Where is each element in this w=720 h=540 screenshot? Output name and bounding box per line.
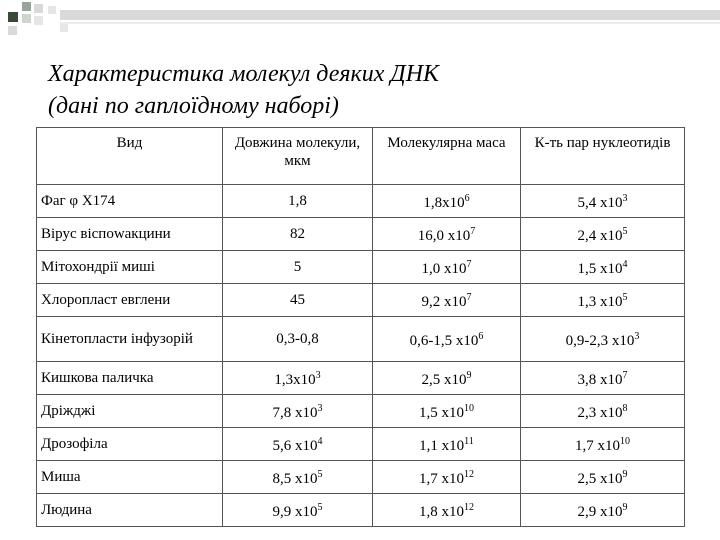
pairs-exponent: 4: [622, 259, 628, 270]
pairs-exponent: 10: [620, 436, 630, 447]
header-pairs: К-ть пар нуклеотидів: [521, 128, 685, 185]
pairs-base: 2,9 х10: [577, 504, 623, 520]
mass-cell: [373, 284, 521, 317]
length-cell: [223, 317, 373, 362]
pairs-exponent: 3: [634, 331, 640, 342]
mass-cell: [373, 428, 521, 461]
table-row: [37, 218, 685, 251]
mass-exponent: 11: [464, 436, 474, 447]
mass-base: 1,8 х10: [419, 504, 464, 520]
mass-exponent: 12: [464, 502, 474, 513]
mass-base: 16,0 х10: [417, 228, 471, 244]
length-base: 7,8 х10: [272, 405, 318, 421]
table-row: [37, 284, 685, 317]
species-name: Хлоропласт евглени: [37, 284, 223, 317]
dna-table: [36, 127, 685, 527]
pairs-base: 5,4 х10: [577, 195, 623, 211]
species-name: Людина: [37, 494, 223, 527]
pairs-cell: [521, 284, 685, 317]
mass-cell: [373, 395, 521, 428]
pairs-base: 1,5 х10: [577, 261, 623, 277]
pairs-cell: [521, 395, 685, 428]
pairs-cell: [521, 218, 685, 251]
title-line-1: Характеристика молекул деяких ДНК: [48, 61, 439, 87]
table-row: [37, 395, 685, 428]
mass-exponent: 7: [470, 226, 476, 237]
mass-cell: [373, 461, 521, 494]
decorative-squares: [0, 0, 720, 40]
pairs-base: 1,7 х10: [575, 438, 620, 454]
length-cell: [223, 494, 373, 527]
length-base: 1,3х10: [274, 372, 316, 388]
length-cell: [223, 251, 373, 284]
mass-cell: [373, 218, 521, 251]
mass-base: 2,5 х10: [421, 372, 467, 388]
species-name: Вірус віспowакцини: [37, 218, 223, 251]
title-line-2: (дані по гаплоїдному наборі): [48, 93, 339, 119]
pairs-exponent: 9: [622, 502, 628, 513]
mass-base: 1,1 х10: [419, 438, 465, 454]
length-value: 82: [290, 225, 305, 242]
length-cell: [223, 284, 373, 317]
table-row: [37, 317, 685, 362]
mass-exponent: 9: [466, 370, 472, 381]
species-name: Миша: [37, 461, 223, 494]
mass-exponent: 7: [466, 259, 472, 270]
length-exponent: 5: [317, 502, 323, 513]
table-body: [37, 185, 685, 527]
length-cell: [223, 461, 373, 494]
header-length: Довжина молекули, мкм: [223, 128, 373, 185]
mass-cell: [373, 362, 521, 395]
mass-base: 1,8х10: [423, 195, 465, 211]
pairs-exponent: 5: [622, 226, 628, 237]
table-row: [37, 185, 685, 218]
length-cell: [223, 362, 373, 395]
table-row: [37, 362, 685, 395]
pairs-exponent: 5: [622, 292, 628, 303]
pairs-exponent: 9: [622, 469, 628, 480]
mass-exponent: 10: [464, 403, 474, 414]
mass-base: 1,5 х10: [419, 405, 464, 421]
mass-exponent: 6: [464, 193, 470, 204]
species-name: Дрозофіла: [37, 428, 223, 461]
mass-cell: [373, 251, 521, 284]
length-value: 5: [293, 258, 302, 275]
length-cell: [223, 395, 373, 428]
mass-exponent: 12: [464, 469, 474, 480]
length-exponent: 3: [315, 370, 321, 381]
length-value: 0,3-0,8: [276, 330, 319, 347]
table-row: [37, 494, 685, 527]
species-name: Фаг φ X174: [37, 185, 223, 218]
pairs-base: 2,5 х10: [577, 471, 623, 487]
pairs-exponent: 8: [622, 403, 628, 414]
header-species: Вид: [37, 128, 223, 185]
mass-cell: [373, 185, 521, 218]
pairs-cell: [521, 317, 685, 362]
pairs-exponent: 3: [622, 193, 628, 204]
pairs-cell: [521, 362, 685, 395]
mass-cell: [373, 494, 521, 527]
slide-title: [48, 58, 688, 122]
length-base: 9,9 х10: [272, 504, 318, 520]
length-exponent: 4: [317, 436, 323, 447]
mass-cell: [373, 317, 521, 362]
length-base: 8,5 х10: [272, 471, 318, 487]
pairs-base: 1,3 х10: [577, 294, 623, 310]
length-exponent: 3: [317, 403, 323, 414]
mass-base: 0,6-1,5 х10: [409, 333, 479, 349]
species-name: Дріжджі: [37, 395, 223, 428]
length-cell: [223, 428, 373, 461]
mass-base: 1,7 х10: [419, 471, 464, 487]
mass-base: 1,0 х10: [421, 261, 467, 277]
table-header-row: [37, 128, 685, 185]
pairs-cell: [521, 494, 685, 527]
pairs-exponent: 7: [622, 370, 628, 381]
pairs-base: 0,9-2,3 х10: [565, 333, 635, 349]
length-value: 1,8: [288, 192, 307, 209]
species-name: Кінетопласти інфузорій: [37, 317, 223, 362]
pairs-base: 2,4 х10: [577, 228, 623, 244]
pairs-base: 2,3 х10: [577, 405, 623, 421]
pairs-cell: [521, 428, 685, 461]
mass-base: 9,2 х10: [421, 294, 467, 310]
table-row: [37, 428, 685, 461]
length-base: 5,6 х10: [272, 438, 318, 454]
pairs-cell: [521, 251, 685, 284]
mass-exponent: 7: [466, 292, 472, 303]
table-row: [37, 251, 685, 284]
length-exponent: 5: [317, 469, 323, 480]
species-name: Кишкова паличка: [37, 362, 223, 395]
pairs-base: 3,8 х10: [577, 372, 623, 388]
table-row: [37, 461, 685, 494]
length-cell: [223, 218, 373, 251]
species-name: Мітохондрії миші: [37, 251, 223, 284]
length-cell: [223, 185, 373, 218]
mass-exponent: 6: [478, 331, 484, 342]
length-value: 45: [290, 291, 305, 308]
pairs-cell: [521, 461, 685, 494]
pairs-cell: [521, 185, 685, 218]
header-mass: Молекулярна маса: [373, 128, 521, 185]
